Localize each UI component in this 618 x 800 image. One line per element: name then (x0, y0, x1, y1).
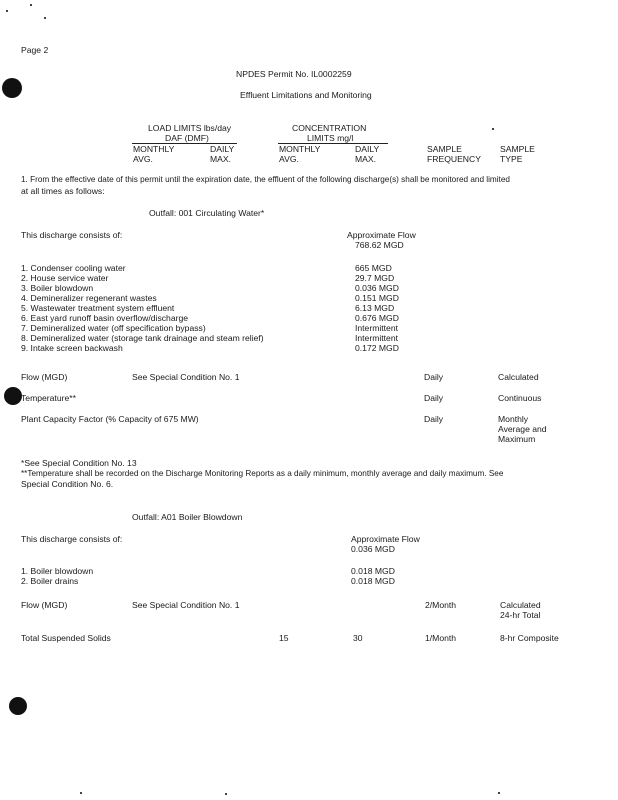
list-item-flow: 29.7 MGD (355, 273, 395, 283)
list-item-flow: 0.036 MGD (355, 283, 399, 293)
outfall-001-flow-list (355, 263, 399, 353)
list-item: 5. Wastewater treatment system effluent (21, 303, 175, 313)
table-row-note: See Special Condition No. 1 (132, 372, 240, 382)
scan-speck (225, 793, 227, 795)
list-item-flow: Intermittent (355, 323, 398, 333)
col-sample-type: SAMPLE (500, 144, 535, 154)
list-item-flow: 665 MGD (355, 263, 392, 273)
outfall-001-approx-flow-total: 768.62 MGD (355, 240, 404, 250)
table-row-frequency: 2/Month (425, 600, 457, 610)
table-row-note: See Special Condition No. 1 (132, 600, 240, 610)
table-row-type (498, 414, 547, 444)
intro-line-2: at all times as follows: (21, 186, 105, 196)
scan-speck (30, 4, 32, 6)
scan-speck (6, 10, 8, 12)
list-item: 9. Intake screen backwash (21, 343, 123, 353)
col-sample-frequency-2: FREQUENCY (427, 154, 481, 164)
concentration-subheader: LIMITS mg/l (307, 133, 354, 143)
col-load-monthly-avg: AVG. (133, 154, 153, 164)
outfall-001-consists-label: This discharge consists of: (21, 230, 123, 240)
outfall-a01-title: Outfall: A01 Boiler Blowdown (132, 512, 243, 522)
list-item-flow: 0.172 MGD (355, 343, 399, 353)
punch-hole-bottom (9, 697, 27, 715)
outfall-a01-flow-list (351, 566, 395, 586)
col-sample-frequency: SAMPLE (427, 144, 462, 154)
list-item-flow: 0.151 MGD (355, 293, 399, 303)
page-subtitle: Effluent Limitations and Monitoring (240, 90, 372, 100)
table-row-param: Flow (MGD) (21, 600, 68, 610)
scan-speck (44, 17, 46, 19)
table-row-type-line: Monthly (498, 414, 529, 424)
list-item: 1. Condenser cooling water (21, 263, 126, 273)
outfall-a01-approx-flow-label: Approximate Flow (351, 534, 420, 544)
col-load-monthly: MONTHLY (133, 144, 175, 154)
scan-speck (498, 792, 500, 794)
outfall-a01-approx-flow-total: 0.036 MGD (351, 544, 395, 554)
list-item-flow: 0.018 MGD (351, 566, 395, 576)
table-row-param: Plant Capacity Factor (% Capacity of 675 MW) (21, 414, 199, 424)
table-row-frequency: 1/Month (425, 633, 457, 643)
concentration-header: CONCENTRATION (292, 123, 367, 133)
page-label: Page 2 (21, 45, 49, 55)
table-row-param: Flow (MGD) (21, 372, 68, 382)
table-row-load-daily: 30 (353, 633, 363, 643)
col-conc-monthly: MONTHLY (279, 144, 321, 154)
footnote-temperature-1: **Temperature shall be recorded on the Discharge Monitoring Reports as a daily minimum, monthly average and daily maximum. See (21, 469, 504, 478)
col-conc-monthly-avg: AVG. (279, 154, 299, 164)
table-row-type-line: Calculated (500, 600, 541, 610)
outfall-001-item-list (21, 263, 264, 353)
table-row-frequency: Daily (424, 414, 444, 424)
outfall-a01-item-list (21, 566, 93, 586)
table-row-type: Continuous (498, 393, 542, 403)
list-item-flow: Intermittent (355, 333, 398, 343)
table-row-param: Total Suspended Solids (21, 633, 111, 643)
table-row-type-line: Average and (498, 424, 547, 434)
permit-number: NPDES Permit No. IL0002259 (236, 69, 352, 79)
outfall-001-title: Outfall: 001 Circulating Water* (149, 208, 265, 218)
intro-line-1: 1. From the effective date of this permit until the expiration date, the effluent of the following discharge(s) shall be monitored and limited (21, 175, 510, 184)
table-row-type-line: 24-hr Total (500, 610, 541, 620)
list-item: 2. Boiler drains (21, 576, 79, 586)
footnote-temperature-2: Special Condition No. 6. (21, 479, 114, 489)
table-row-frequency: Daily (424, 393, 444, 403)
col-load-daily: DAILY (210, 144, 235, 154)
outfall-001-approx-flow-label: Approximate Flow (347, 230, 416, 240)
col-load-daily-max: MAX. (210, 154, 232, 164)
punch-hole-top (2, 78, 22, 98)
load-limits-subheader: DAF (DMF) (165, 133, 209, 143)
table-row-frequency: Daily (424, 372, 444, 382)
col-sample-type-2: TYPE (500, 154, 523, 164)
scan-speck (492, 128, 494, 130)
table-row-type: 8-hr Composite (500, 633, 559, 643)
list-item: 6. East yard runoff basin overflow/discharge (21, 313, 189, 323)
outfall-a01-consists-label: This discharge consists of: (21, 534, 123, 544)
list-item: 8. Demineralized water (storage tank drainage and steam relief) (21, 333, 264, 343)
table-row-load-monthly: 15 (279, 633, 289, 643)
list-item: 7. Demineralized water (off specification bypass) (21, 323, 206, 333)
col-conc-daily: DAILY (355, 144, 380, 154)
scan-speck (80, 792, 82, 794)
col-conc-daily-max: MAX. (355, 154, 377, 164)
list-item: 1. Boiler blowdown (21, 566, 94, 576)
list-item: 4. Demineralizer regenerant wastes (21, 293, 157, 303)
punch-hole-middle (4, 387, 22, 405)
footnote-special-condition-13: *See Special Condition No. 13 (21, 458, 137, 468)
table-row-param: Temperature** (21, 393, 76, 403)
table-row-type (500, 600, 541, 620)
list-item: 2. House service water (21, 273, 109, 283)
list-item-flow: 0.018 MGD (351, 576, 395, 586)
table-row-type-line: Maximum (498, 434, 536, 444)
table-row-type: Calculated (498, 372, 539, 382)
list-item-flow: 6.13 MGD (355, 303, 395, 313)
list-item-flow: 0.676 MGD (355, 313, 399, 323)
list-item: 3. Boiler blowdown (21, 283, 94, 293)
load-limits-header: LOAD LIMITS lbs/day (148, 123, 232, 133)
